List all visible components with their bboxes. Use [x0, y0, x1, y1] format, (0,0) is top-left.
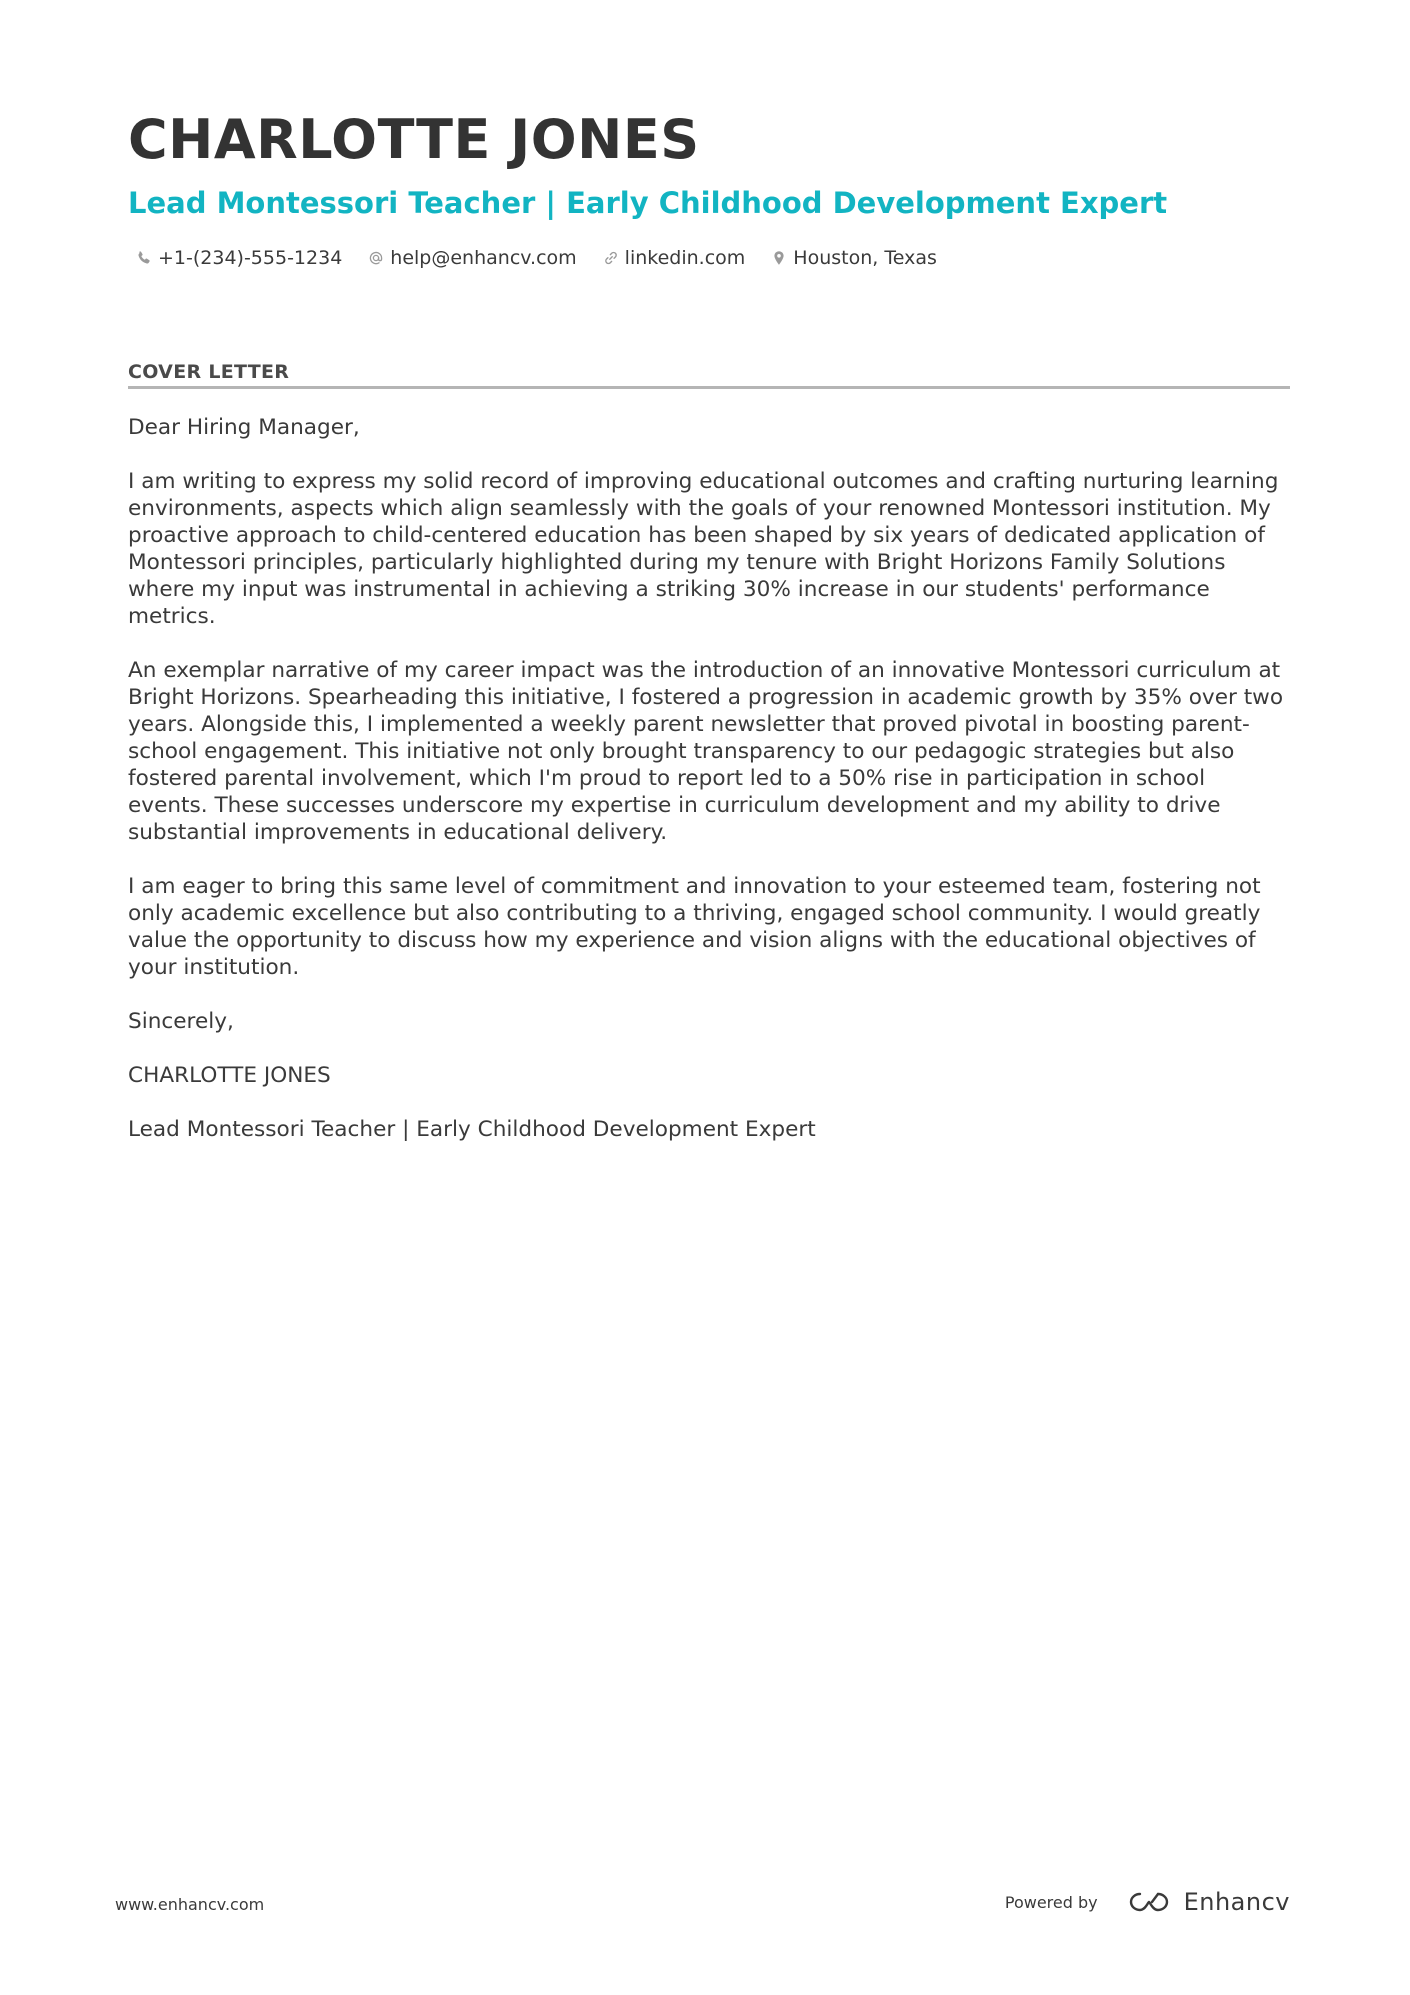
contact-bar — [136, 247, 963, 269]
signature-name: CHARLOTTE JONES — [128, 1063, 331, 1088]
footer-powered-by — [1005, 1888, 1290, 1916]
contact-phone — [136, 247, 342, 269]
letter-closing: Sincerely, — [128, 1009, 234, 1034]
phone-text: +1-(234)-555-1234 — [158, 247, 343, 269]
letter-paragraph: I am writing to express my solid record of improving educational outcomes and crafting nurturing learning environments, aspects which align seamlessly with the goals of your renowned Montessori institution. My proactive approach to child-centered education has been shaped by six years of dedicated application of Montessori principles, particularly highlighted during my tenure with Bright Horizons Family Solutions where my input was instrumental in achieving a striking 30% increase in our students' performance metrics. — [128, 469, 1279, 629]
link-text: linkedin.com — [624, 247, 746, 269]
phone-icon — [136, 250, 152, 266]
contact-link — [603, 247, 746, 269]
brand-name: Enhancv — [1183, 1888, 1290, 1916]
signature-title: Lead Montessori Teacher | Early Childhood Development Expert — [128, 1117, 816, 1142]
candidate-headline: Lead Montessori Teacher | Early Childhood Development Expert — [128, 186, 1168, 220]
letter-body — [128, 414, 1290, 1170]
footer-website[interactable]: www.enhancv.com — [115, 1895, 265, 1914]
letter-paragraph: An exemplar narrative of my career impact was the introduction of an innovative Montessori curriculum at Bright Horizons. Spearheading this initiative, I fostered a progression in academic growth by 35% over two years. Alongside this, I implemented a weekly parent newsletter that proved pivotal in boosting parent-school engagement. This initiative not only brought transparency to our pedagogic strategies but also fostered parental involvement, which I'm proud to report led to a 50% rise in participation in school events. These successes underscore my expertise in curriculum development and my ability to drive substantial improvements in educational delivery. — [128, 658, 1284, 845]
link-icon — [603, 250, 619, 266]
at-icon — [368, 250, 384, 266]
contact-location — [771, 247, 937, 269]
location-pin-icon — [771, 250, 787, 266]
section-divider — [128, 386, 1290, 389]
letter-paragraph: I am eager to bring this same level of commitment and innovation to your esteemed team, fostering not only academic excellence but also contributing to a thriving, engaged school community. I would greatly value the opportunity to discuss how my experience and vision aligns with the educational objectives of your institution. — [128, 874, 1261, 980]
letter-greeting: Dear Hiring Manager, — [128, 415, 360, 440]
enhancv-logo-icon — [1126, 1889, 1172, 1915]
section-title: COVER LETTER — [128, 361, 290, 383]
email-text: help@enhancv.com — [390, 247, 577, 269]
contact-email — [368, 247, 576, 269]
candidate-name: CHARLOTTE JONES — [128, 108, 700, 171]
location-text: Houston, Texas — [793, 247, 937, 269]
powered-by-label: Powered by — [1004, 1892, 1098, 1912]
